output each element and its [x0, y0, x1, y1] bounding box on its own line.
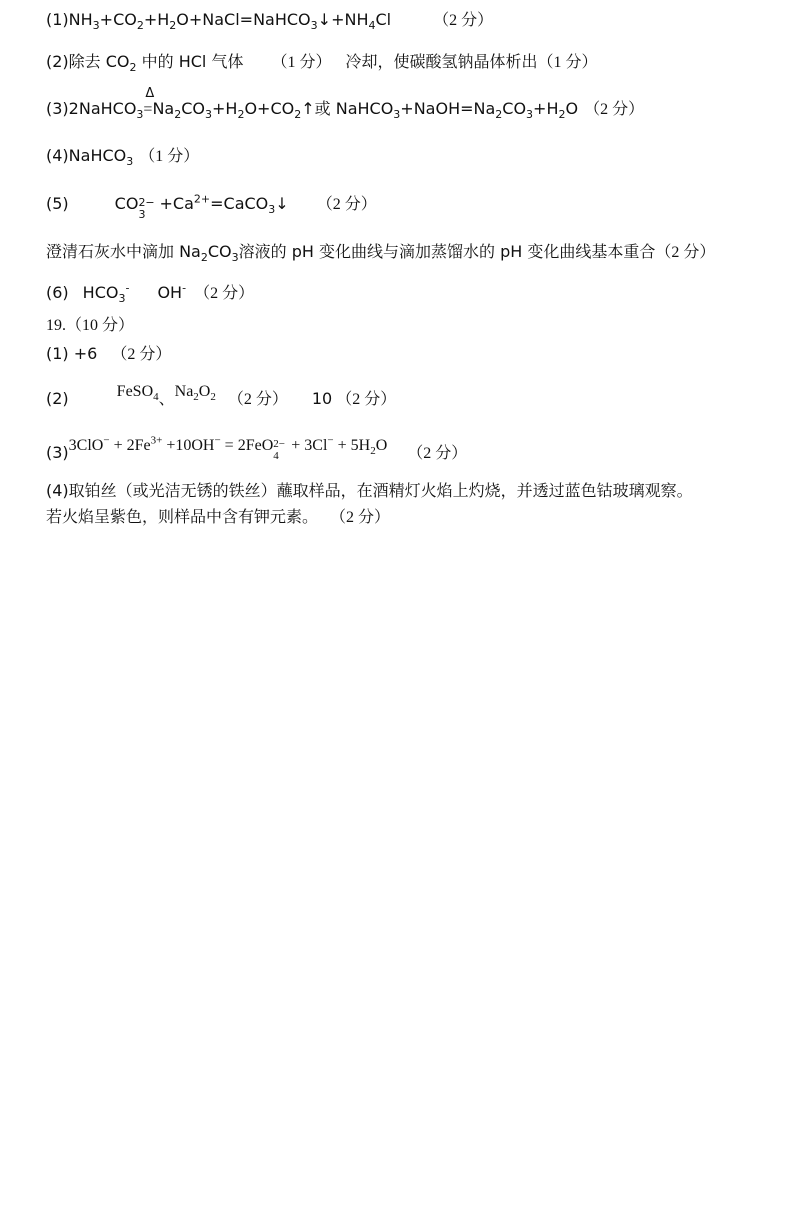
answer-1-label: (1)	[46, 10, 69, 29]
answer-2-label: (2)	[46, 52, 69, 71]
answer-2-score-a: （1 分）	[271, 54, 332, 71]
heating-equals-sign: Δ =	[143, 86, 155, 118]
q19-answer-3-equation: $3ClO^- + 2Fe^{3+} +10OH^- = 2FeO$ 2− 4 + $3Cl^- + 5H_2O$	[68, 434, 388, 462]
answer-6	[46, 283, 254, 304]
answer-1	[46, 10, 493, 31]
answer-5-equation: CO 2− 3 $+Ca^{2+}=CaCO_3↓$	[114, 192, 289, 221]
q19-answer-4-text-1: 取铂丝（或光洁无锈的铁丝）蘸取样品，在酒精灯火焰上灼烧，并透过蓝色钴玻璃观察。	[68, 481, 693, 500]
answer-3-equation-1: 2NaHCO$_3$ Δ $=Na_2CO_3+H_2O+CO_2↑$	[68, 86, 315, 122]
answer-2	[46, 52, 598, 73]
q19-answer-4-line-1	[46, 481, 693, 501]
answer-4-score: （1 分）	[139, 148, 200, 165]
answer-5	[46, 192, 377, 221]
answer-3-label: (3)	[46, 99, 69, 118]
explanation-text: 澄清石灰水中滴加 $Na_2CO_3$溶液的 pH 变化曲线与滴加蒸馏水的 pH 变化曲线基本重合	[46, 242, 656, 265]
answer-4-label: (4)	[46, 146, 69, 165]
q19-answer-2-score-b: （2 分）	[336, 391, 397, 408]
question-19-heading: 19.（10 分）	[46, 317, 135, 334]
q19-answer-1-score: （2 分）	[111, 346, 172, 363]
answer-5-label: (5)	[46, 194, 69, 213]
q19-answer-2-value: 10	[311, 389, 333, 408]
q19-answer-4-text-2: 若火焰呈紫色，则样品中含有钾元素。	[46, 507, 319, 526]
q19-answer-3-score: （2 分）	[407, 445, 468, 462]
explanation-score: （2 分）	[655, 244, 716, 261]
q19-answer-2-formulas: FeSO$_4$、$Na_2O_2$	[116, 383, 216, 408]
answer-6-score: （2 分）	[194, 285, 255, 302]
answer-4-formula: NaHCO$_3$	[68, 146, 134, 169]
q19-answer-1	[46, 344, 171, 365]
answer-6-ion-a: $HCO_3^-$	[82, 281, 130, 306]
q19-answer-4-label: (4)	[46, 481, 69, 500]
q19-answer-1-text: (1) +6	[46, 344, 98, 363]
q19-answer-3-label: (3)	[46, 443, 69, 462]
answer-2-text-b: 冷却，使碳酸氢钠晶体析出	[345, 52, 538, 71]
answer-3-equation-2: $NaHCO_3+NaOH=Na_2CO_3+H_2O$	[335, 99, 579, 122]
answer-5-explanation	[46, 242, 715, 263]
answer-2-text-a: 除去 $CO_2$ 中的 HCl 气体	[68, 52, 244, 75]
q19-answer-4-line-2	[46, 507, 390, 528]
answer-2-score-b: （1 分）	[537, 54, 598, 71]
answer-1-score: （2 分）	[433, 12, 494, 29]
answer-3-connector: 或	[314, 99, 331, 118]
q19-answer-2	[46, 383, 397, 410]
q19-answer-2-score-a: （2 分）	[227, 391, 288, 408]
answer-1-equation: $NH_3+CO_2+H_2O+NaCl=NaHCO_3↓+NH_4Cl$	[68, 10, 392, 33]
answer-4	[46, 146, 199, 167]
answer-3	[46, 86, 645, 122]
answer-5-score: （2 分）	[316, 196, 377, 213]
answer-6-ion-b: OH-	[157, 281, 187, 302]
q19-answer-3	[46, 434, 468, 464]
q19-answer-2-label: (2)	[46, 389, 69, 408]
q19-answer-4-score: （2 分）	[338, 509, 391, 526]
answer-6-label: (6)	[46, 283, 69, 302]
answer-3-score: （2 分）	[584, 101, 645, 118]
